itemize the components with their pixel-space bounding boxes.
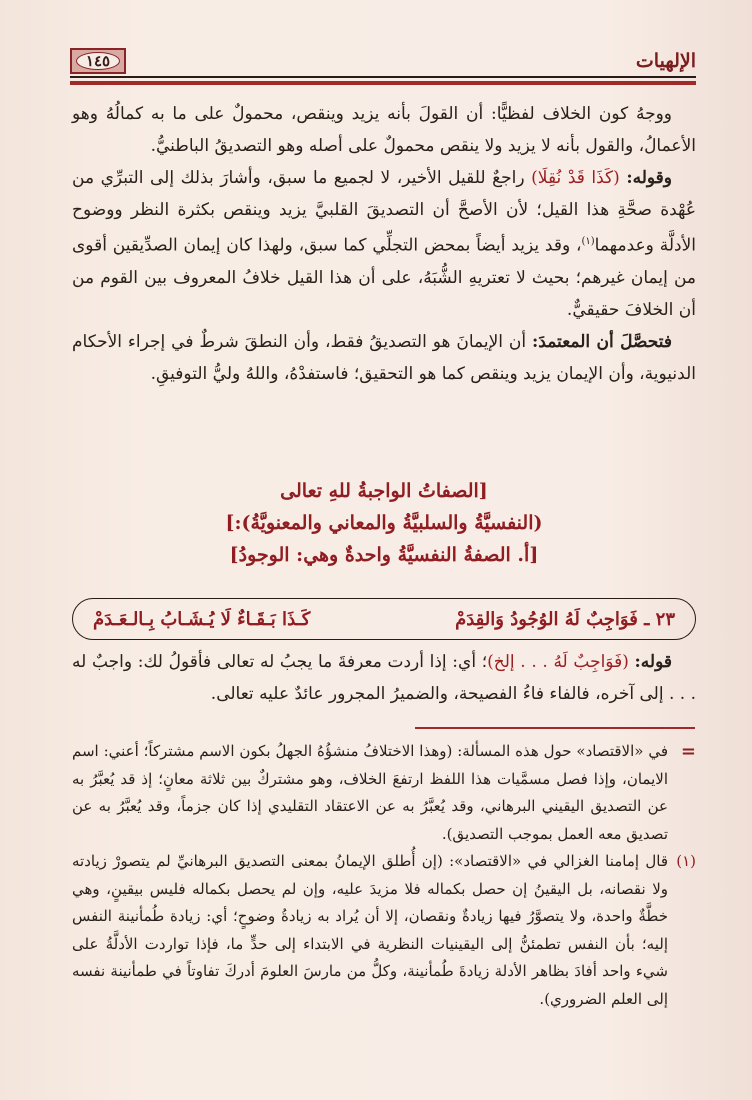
verse-number: ٢٣ ـ [644,608,675,630]
verse-first-hemistich-text: فَوَاجِبٌ لَهُ الوُجُودُ وَالقِدَمْ [455,608,638,630]
verse-first-hemistich [455,609,675,630]
paragraph-2-lead: وقوله: [626,168,673,188]
footnote-1 [72,848,696,1013]
commentary-body: ؛ أي: إذا أردت معرفةَ ما يجبُ له تعالى فأقولُ لك: واجبٌ له . . . إلى آخره، فالفاء فاءُ الفصيحة، والضميرُ المجرور عائدٌ عليه تعالى. [72,652,696,704]
page-number-frame [70,48,126,74]
heading-line-2: (النفسيَّةُ والسلبيَّةُ والمعاني والمعنويَّةُ):] [225,512,543,534]
paragraph-3-lead: فتحصَّلَ أن المعتمدَ: [532,331,673,352]
footnote-continued-text: في «الاقتصاد» حول هذه المسألة: (وهذا الاختلافُ منشؤُهُ الجهلُ بكون الاسم مشتركاً؛ أعني: اسم الايمان، وإذا فصل مسمَّيات هذا اللفظ ارتفعَ الخلاف، وهو مشتركٌ بين ثلاثة معانٍ؛ إذ قد يُعبَّرُ به عن التصديق اليقيني البرهاني، وقد يُعبَّرُ به عن الاعتقاد التقليدي إذا كان جزماً، وقد يُعبَّرُ به عن تصديق معه العمل بموجب التصديق). [72,742,668,843]
commentary-lead: قوله: [634,652,672,672]
header-rule-thick [70,81,696,85]
heading-line-3: [أ. الصفةُ النفسيَّةُ واحدةٌ وهي: الوجودُ] [229,544,539,566]
footnote-continued [72,738,696,848]
footnote-separator [415,727,695,729]
paragraph-2 [72,162,696,326]
section-headings [72,475,696,571]
commentary-text [72,646,696,710]
running-title: الإلهيات [635,50,696,72]
commentary-quote: (فَوَاجِبٌ لَهُ . . . إلخ) [487,652,629,672]
footnote-1-text: قال إمامنا الغزالي في «الاقتصاد»: (إن أُطلق الإيمانُ بمعنى التصديق البرهانيِّ لم يتصورْ زيادته ولا نقصانه، بل اليقينُ إن حصل بكماله فلا مزيدَ عليه، وإن لم يحصل بكماله فليس بيقينٍ، وهي خطَّةٌ واحدة، ولا يتصوَّرُ فيها زيادةٌ ونقصان، إلا أن يُراد به زيادةُ وضوحٍ؛ أي: زيادة طُمأنينة النفس إليه؛ بأن النفس تطمئنُّ إلى اليقينيات النظرية في الابتداء إلى حدٍّ ما، فإذا تواردت الأدلَّةُ على شيء واحد أفادَ بظاهر الأدلة زيادةَ طُمأنينة، وكلُّ من مارسَ العلومَ أدركَ تفاوتاً في طمأنينة نفسه إلى العلم الضروري). [72,852,668,1008]
footnote-1-marker: (١) [676,852,696,870]
header-rule-thin [70,76,696,78]
paragraph-1: ووجهُ كون الخلاف لفظيًّا: أن القولَ بأنه يزيد وينقص، محمولٌ على ما به كمالُهُ وهو الأعمالُ، والقول بأنه لا يزيد ولا ينقص محمولٌ على أصله وهو التصديقُ الباطنيُّ. [72,104,696,156]
paragraph-3-text: أن الإيمانَ هو التصديقُ فقط، وأن النطقَ شرطٌ في إجراء الأحكام الدنيوية، وأن الإيمان يزيد وينقص كما هو التحقيق؛ فاستفدْهُ، واللهُ وليُّ التوفيقِ. [72,331,696,384]
paragraph-2-text-b: ، وقد يزيد أيضاً بمحض التجلِّي كما سبق، ولهذا كان إيمان الصدِّيقين أقوى من إيمان غيرهم؛ بحيث لا تعتريهِ الشُّبَهُ، على أن هذا القيل خلافُ المعروف بين القوم من أن الخلافَ حقيقيٌّ. [72,235,696,320]
page-header [70,44,696,90]
footnotes [72,738,696,1013]
heading-line-1: [الصفاتُ الواجبةُ للهِ تعالى [280,480,488,502]
footnote-ref-1[interactable]: (١) [581,236,595,247]
paragraph-3 [72,326,696,390]
footnote-continuation-marker: = [680,741,696,762]
verse-box [72,598,696,640]
verse-second-hemistich: كَـذَا بَـقَـاءٌ لَا يُـشَـابُ بِـالـعَـدَمْ [93,608,311,630]
paragraph-2-text-a: راجعٌ للقيل الأخير، لا لجميع ما سبق، وأشارَ بذلك إلى التبرِّي من عُهْدة صحَّةِ هذا القيل؛ لأن الأصحَّ أن التصديقَ القلبيَّ يزيد وينقص بكثرة النظر ووضوح الأدلَّة وعدمهما [72,168,696,256]
commentary-paragraph [72,646,696,710]
page-number: ١٤٥ [76,52,120,70]
matn-quote: (كَذَا قَدْ نُقِلَا) [531,168,620,188]
main-text [72,98,696,390]
